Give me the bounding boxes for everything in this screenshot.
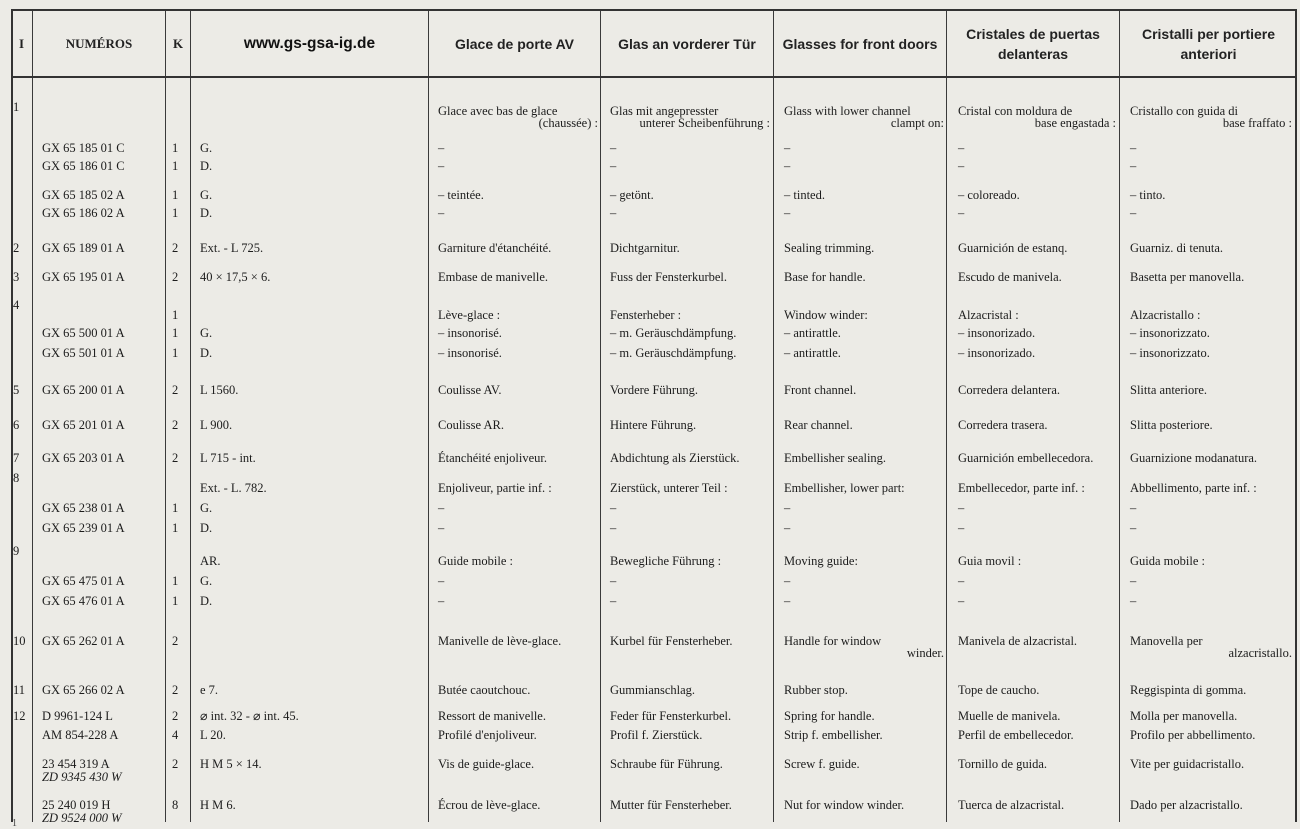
desc-it: Basetta per manovella.	[1130, 270, 1245, 284]
row-index: 10	[13, 634, 26, 648]
desc-de: Hintere Führung.	[610, 418, 697, 432]
quantity-k: 1	[172, 326, 179, 340]
spec-dimension: D.	[200, 206, 213, 220]
desc-fr: Butée caoutchouc.	[438, 683, 531, 697]
desc-en: Screw f. guide.	[784, 757, 860, 771]
desc-es: Escudo de manivela.	[958, 270, 1062, 284]
desc-es: –	[958, 521, 965, 535]
desc-en: –	[784, 594, 791, 608]
desc-fr: Garniture d'étanchéité.	[438, 241, 552, 255]
desc-fr: Guide mobile :	[438, 554, 513, 568]
desc-it: Cristallo con guida di	[1130, 104, 1238, 118]
desc-it: Manovella per	[1130, 634, 1203, 648]
desc-de: Kurbel für Fensterheber.	[610, 634, 733, 648]
row-index: 7	[13, 451, 20, 465]
quantity-k: 8	[172, 798, 179, 812]
desc-de: Abdichtung als Zierstück.	[610, 451, 740, 465]
desc-es: Guarnición embellecedora.	[958, 451, 1094, 465]
desc-es: – insonorizado.	[958, 326, 1036, 340]
quantity-k: 2	[172, 451, 179, 465]
desc-en: Handle for window	[784, 634, 882, 648]
desc-de: Glas mit angepresster	[610, 104, 719, 118]
desc-es: –	[958, 501, 965, 515]
desc-de: –	[610, 206, 617, 220]
spec-dimension: ⌀ int. 32 - ⌀ int. 45.	[200, 709, 299, 723]
desc-de: –	[610, 159, 617, 173]
desc-en: –	[784, 521, 791, 535]
quantity-k: 2	[172, 683, 179, 697]
desc-de: Schraube für Führung.	[610, 757, 723, 771]
desc-it: – insonorizzato.	[1130, 346, 1210, 360]
part-number: GX 65 239 01 A	[42, 521, 125, 535]
desc-de: Bewegliche Führung :	[610, 554, 722, 568]
part-number: GX 65 186 01 C	[42, 159, 125, 173]
desc-fr: Manivelle de lève-glace.	[438, 634, 562, 648]
desc-es: – insonorizado.	[958, 346, 1036, 360]
part-number: GX 65 500 01 A	[42, 326, 125, 340]
desc-en: –	[784, 501, 791, 515]
col-rule	[1119, 11, 1120, 822]
desc-fr: Écrou de lève-glace.	[438, 798, 541, 812]
desc-fr: –	[438, 141, 445, 155]
part-number: GX 65 501 01 A	[42, 346, 125, 360]
desc-es: –	[958, 574, 965, 588]
desc-en: – antirattle.	[784, 326, 841, 340]
desc-en: Front channel.	[784, 383, 857, 397]
quantity-k: 1	[172, 141, 179, 155]
spec-dimension: D.	[200, 521, 213, 535]
part-number: GX 65 186 02 A	[42, 206, 125, 220]
desc-es: Muelle de manivela.	[958, 709, 1061, 723]
spec-dimension: G.	[200, 188, 213, 202]
desc-fr: Enjoliveur, partie inf. :	[438, 481, 552, 495]
desc-de: –	[610, 141, 617, 155]
desc-de: Feder für Fensterkurbel.	[610, 709, 732, 723]
quantity-k: 1	[172, 206, 179, 220]
part-number: GX 65 185 02 A	[42, 188, 125, 202]
part-number-alt: ZD 9345 430 W	[42, 770, 122, 784]
quantity-k: 2	[172, 241, 179, 255]
desc-it: –	[1130, 594, 1137, 608]
quantity-k: 1	[172, 594, 179, 608]
desc-en-cont: winder.	[906, 646, 944, 660]
desc-es: Corredera delantera.	[958, 383, 1061, 397]
header-italian: Cristalli per portiere anteriori	[1141, 25, 1276, 62]
desc-de: Vordere Führung.	[610, 383, 698, 397]
desc-en: Moving guide:	[784, 554, 858, 568]
desc-en-cont: clampt on:	[890, 116, 944, 130]
quantity-k: 2	[172, 270, 179, 284]
desc-it: Reggispinta di gomma.	[1130, 683, 1247, 697]
desc-en: – antirattle.	[784, 346, 841, 360]
part-number: GX 65 262 01 A	[42, 634, 125, 648]
spec-dimension: H M 5 × 14.	[200, 757, 262, 771]
header-index: I	[18, 35, 25, 51]
desc-es: Guia movil :	[958, 554, 1022, 568]
part-number: 23 454 319 A	[42, 757, 110, 771]
desc-de: –	[610, 594, 617, 608]
desc-en: Rear channel.	[784, 418, 853, 432]
desc-fr: – insonorisé.	[438, 346, 502, 360]
quantity-k: 2	[172, 709, 179, 723]
desc-en: –	[784, 574, 791, 588]
desc-fr: Étanchéité enjoliveur.	[438, 451, 547, 465]
desc-en: Base for handle.	[784, 270, 866, 284]
desc-es: Tornillo de guida.	[958, 757, 1048, 771]
desc-it: Abbellimento, parte inf. :	[1130, 481, 1257, 495]
part-number: GX 65 238 01 A	[42, 501, 125, 515]
desc-es: –	[958, 594, 965, 608]
desc-en: –	[784, 159, 791, 173]
part-number: GX 65 266 02 A	[42, 683, 125, 697]
desc-fr: Vis de guide-glace.	[438, 757, 535, 771]
header-spanish: Cristales de puertas delanteras	[966, 25, 1100, 62]
row-index: 5	[13, 383, 20, 397]
desc-fr: Coulisse AR.	[438, 418, 504, 432]
part-number: GX 65 185 01 C	[42, 141, 125, 155]
desc-it: Slitta anteriore.	[1130, 383, 1208, 397]
row-index: 2	[13, 241, 20, 255]
desc-en: Strip f. embellisher.	[784, 728, 883, 742]
desc-it-cont: alzacristallo.	[1228, 646, 1292, 660]
spec-dimension: Ext. - L 725.	[200, 241, 264, 255]
quantity-k: 1	[172, 346, 179, 360]
desc-it: Alzacristallo :	[1130, 308, 1201, 322]
desc-de: –	[610, 521, 617, 535]
desc-it-cont: base fraffato :	[1222, 116, 1292, 130]
desc-de: Dichtgarnitur.	[610, 241, 680, 255]
desc-es: – coloreado.	[958, 188, 1020, 202]
desc-en: –	[784, 206, 791, 220]
spec-dimension: L 1560.	[200, 383, 239, 397]
desc-de: – getönt.	[610, 188, 654, 202]
spec-dimension: H M 6.	[200, 798, 236, 812]
part-number: GX 65 475 01 A	[42, 574, 125, 588]
spec-dimension: D.	[200, 346, 213, 360]
desc-fr: –	[438, 159, 445, 173]
desc-it: –	[1130, 141, 1137, 155]
desc-de: –	[610, 501, 617, 515]
desc-en: –	[784, 141, 791, 155]
row-index: 3	[13, 270, 20, 284]
header-english: Glasses for front doors	[782, 35, 938, 52]
quantity-k: 2	[172, 383, 179, 397]
row-index: 1	[13, 100, 20, 114]
desc-es: Tuerca de alzacristal.	[958, 798, 1065, 812]
desc-es: Manivela de alzacristal.	[958, 634, 1078, 648]
desc-es: –	[958, 141, 965, 155]
part-number: GX 65 189 01 A	[42, 241, 125, 255]
desc-es: Guarnición de estanq.	[958, 241, 1068, 255]
desc-fr: –	[438, 574, 445, 588]
desc-es: Perfil de embellecedor.	[958, 728, 1074, 742]
desc-fr: –	[438, 521, 445, 535]
header-french: Glace de porte AV	[454, 35, 575, 52]
header-k: K	[172, 35, 184, 51]
desc-de: Zierstück, unterer Teil :	[610, 481, 728, 495]
spec-dimension: L 900.	[200, 418, 233, 432]
part-number: GX 65 195 01 A	[42, 270, 125, 284]
desc-it: Profilo per abbellimento.	[1130, 728, 1256, 742]
spec-dimension: G.	[200, 574, 213, 588]
desc-en: – tinted.	[784, 188, 825, 202]
header-site-url[interactable]	[191, 11, 428, 76]
desc-fr: – teintée.	[438, 188, 484, 202]
desc-fr: –	[438, 594, 445, 608]
spec-dimension: Ext. - L. 782.	[200, 481, 267, 495]
site-url-link[interactable]: www.gs-gsa-ig.de	[243, 34, 376, 52]
desc-it: – insonorizzato.	[1130, 326, 1210, 340]
desc-es: Cristal con moldura de	[958, 104, 1073, 118]
spec-dimension: L 715 - int.	[200, 451, 256, 465]
quantity-k: 1	[172, 188, 179, 202]
quantity-k: 1	[172, 308, 179, 322]
desc-fr: Embase de manivelle.	[438, 270, 549, 284]
desc-it: Guarniz. di tenuta.	[1130, 241, 1224, 255]
row-index: 12	[13, 709, 26, 723]
header-german: Glas an vorderer Tür	[618, 35, 756, 52]
desc-de: Profil f. Zierstück.	[610, 728, 703, 742]
desc-fr: Profilé d'enjoliveur.	[438, 728, 537, 742]
desc-en: Embellisher, lower part:	[784, 481, 905, 495]
header-rule	[11, 76, 1297, 78]
footer-mark: 1	[12, 818, 17, 829]
desc-it: –	[1130, 574, 1137, 588]
quantity-k: 4	[172, 728, 179, 742]
quantity-k: 1	[172, 574, 179, 588]
col-rule	[600, 11, 601, 822]
desc-de-cont: unterer Scheibenführung :	[639, 116, 770, 130]
desc-en: Nut for window winder.	[784, 798, 905, 812]
desc-fr: – insonorisé.	[438, 326, 502, 340]
part-number: AM 854-228 A	[42, 728, 119, 742]
desc-es: Alzacristal :	[958, 308, 1019, 322]
spec-dimension: L 20.	[200, 728, 226, 742]
desc-de: Fensterheber :	[610, 308, 682, 322]
spec-dimension: e 7.	[200, 683, 219, 697]
col-rule	[190, 11, 191, 822]
col-rule	[773, 11, 774, 822]
desc-it: Guida mobile :	[1130, 554, 1205, 568]
desc-fr: Coulisse AV.	[438, 383, 502, 397]
quantity-k: 2	[172, 634, 179, 648]
part-number: GX 65 476 01 A	[42, 594, 125, 608]
col-rule	[165, 11, 166, 822]
desc-es: Corredera trasera.	[958, 418, 1048, 432]
part-number: GX 65 203 01 A	[42, 451, 125, 465]
desc-fr: Lève-glace :	[438, 308, 501, 322]
spec-dimension: D.	[200, 159, 213, 173]
desc-it: – tinto.	[1130, 188, 1166, 202]
desc-es: –	[958, 206, 965, 220]
part-number-alt: ZD 9524 000 W	[42, 811, 122, 825]
row-index: 6	[13, 418, 20, 432]
desc-de: Gummianschlag.	[610, 683, 696, 697]
desc-it: Molla per manovella.	[1130, 709, 1238, 723]
desc-fr: –	[438, 206, 445, 220]
desc-it: –	[1130, 501, 1137, 515]
spec-dimension: G.	[200, 141, 213, 155]
col-rule	[946, 11, 947, 822]
desc-de: – m. Geräuschdämpfung.	[610, 346, 737, 360]
spec-dimension: 40 × 17,5 × 6.	[200, 270, 271, 284]
spec-dimension: D.	[200, 594, 213, 608]
col-rule	[428, 11, 429, 822]
desc-de: –	[610, 574, 617, 588]
desc-it: –	[1130, 159, 1137, 173]
row-index: 8	[13, 471, 20, 485]
part-number: GX 65 200 01 A	[42, 383, 125, 397]
row-index: 9	[13, 544, 20, 558]
desc-fr: Glace avec bas de glace	[438, 104, 558, 118]
quantity-k: 1	[172, 159, 179, 173]
desc-en: Window winder:	[784, 308, 868, 322]
desc-de: Fuss der Fensterkurbel.	[610, 270, 727, 284]
part-number: 25 240 019 H	[42, 798, 111, 812]
quantity-k: 1	[172, 501, 179, 515]
row-index: 4	[13, 298, 20, 312]
quantity-k: 2	[172, 418, 179, 432]
desc-fr: –	[438, 501, 445, 515]
part-number: GX 65 201 01 A	[42, 418, 125, 432]
desc-es: Tope de caucho.	[958, 683, 1040, 697]
desc-it: –	[1130, 521, 1137, 535]
desc-it: Guarnizione modanatura.	[1130, 451, 1258, 465]
desc-it: –	[1130, 206, 1137, 220]
desc-it: Vite per guidacristallo.	[1130, 757, 1245, 771]
desc-es: –	[958, 159, 965, 173]
desc-it: Dado per alzacristallo.	[1130, 798, 1243, 812]
col-rule	[32, 11, 33, 822]
desc-en: Embellisher sealing.	[784, 451, 887, 465]
quantity-k: 2	[172, 757, 179, 771]
spec-dimension: G.	[200, 326, 213, 340]
header-numbers: NUMÉROS	[65, 35, 133, 51]
desc-en: Glass with lower channel	[784, 104, 911, 118]
desc-en: Sealing trimming.	[784, 241, 875, 255]
desc-en: Spring for handle.	[784, 709, 875, 723]
spec-dimension: AR.	[200, 554, 221, 568]
desc-fr: Ressort de manivelle.	[438, 709, 546, 723]
spec-dimension: G.	[200, 501, 213, 515]
part-number: D 9961-124 L	[42, 709, 113, 723]
row-index: 11	[13, 683, 26, 697]
desc-en: Rubber stop.	[784, 683, 848, 697]
desc-de: – m. Geräuschdämpfung.	[610, 326, 737, 340]
desc-de: Mutter für Fensterheber.	[610, 798, 732, 812]
quantity-k: 1	[172, 521, 179, 535]
desc-it: Slitta posteriore.	[1130, 418, 1213, 432]
desc-fr-cont: (chaussée) :	[538, 116, 598, 130]
desc-es: Embellecedor, parte inf. :	[958, 481, 1085, 495]
desc-es-cont: base engastada :	[1034, 116, 1116, 130]
